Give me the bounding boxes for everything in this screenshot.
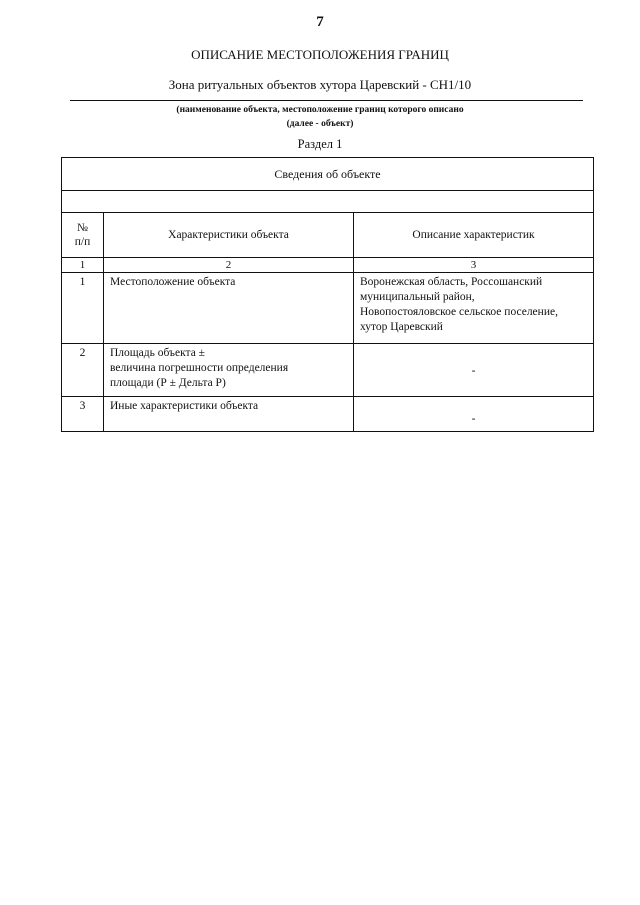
column-number-3: 3 xyxy=(354,258,594,273)
table-row xyxy=(62,344,594,397)
row-description: - xyxy=(354,344,594,397)
table-header-row xyxy=(62,158,594,191)
caption-line-2: (далее - объект) xyxy=(286,119,354,129)
description-line: Новопостояловское сельское поселение, xyxy=(360,306,558,318)
column-header-description: Описание характеристик xyxy=(354,213,594,258)
row-number: 3 xyxy=(62,397,104,432)
blank-cell xyxy=(62,191,594,213)
column-number-1: 1 xyxy=(62,258,104,273)
page-number: 7 xyxy=(316,14,324,30)
table-blank-row xyxy=(62,191,594,213)
row-number: 2 xyxy=(62,344,104,397)
caption-line-1: (наименование объекта, местоположение границ которого описано xyxy=(176,105,464,115)
description-line: Воронежская область, Россошанский xyxy=(360,276,543,288)
column-header-row xyxy=(62,213,594,258)
underline-rule xyxy=(70,100,583,101)
characteristic-line: площади (Р ± Дельта Р) xyxy=(110,377,226,389)
column-header-characteristics: Характеристики объекта xyxy=(104,213,354,258)
column-header-no-line-1: № xyxy=(77,222,88,234)
document-title: ОПИСАНИЕ МЕСТОПОЛОЖЕНИЯ ГРАНИЦ xyxy=(191,47,449,62)
row-characteristic xyxy=(104,344,354,397)
table-row xyxy=(62,273,594,344)
column-number-row xyxy=(62,258,594,273)
object-name: Зона ритуальных объектов хутора Царевский - СН1/10 xyxy=(168,77,472,92)
row-number: 1 xyxy=(62,273,104,344)
column-header-no-line-2: п/п xyxy=(74,236,91,248)
object-caption xyxy=(0,103,640,131)
characteristic-line: Иные характеристики объекта xyxy=(110,400,259,412)
row-characteristic xyxy=(104,397,354,432)
column-header-no xyxy=(62,213,104,258)
row-characteristic xyxy=(104,273,354,344)
section-heading: Раздел 1 xyxy=(297,137,343,151)
characteristic-line: Местоположение объекта xyxy=(110,276,236,288)
row-description: - xyxy=(354,397,594,432)
description-line: муниципальный район, xyxy=(360,291,475,303)
table-header: Сведения об объекте xyxy=(62,158,594,191)
column-number-2: 2 xyxy=(104,258,354,273)
characteristic-line: величина погрешности определения xyxy=(110,362,289,374)
row-description xyxy=(354,273,594,344)
table-row xyxy=(62,397,594,432)
characteristic-line: Площадь объекта ± xyxy=(110,347,205,359)
object-info-table xyxy=(61,157,594,432)
description-line: хутор Царевский xyxy=(360,321,443,333)
